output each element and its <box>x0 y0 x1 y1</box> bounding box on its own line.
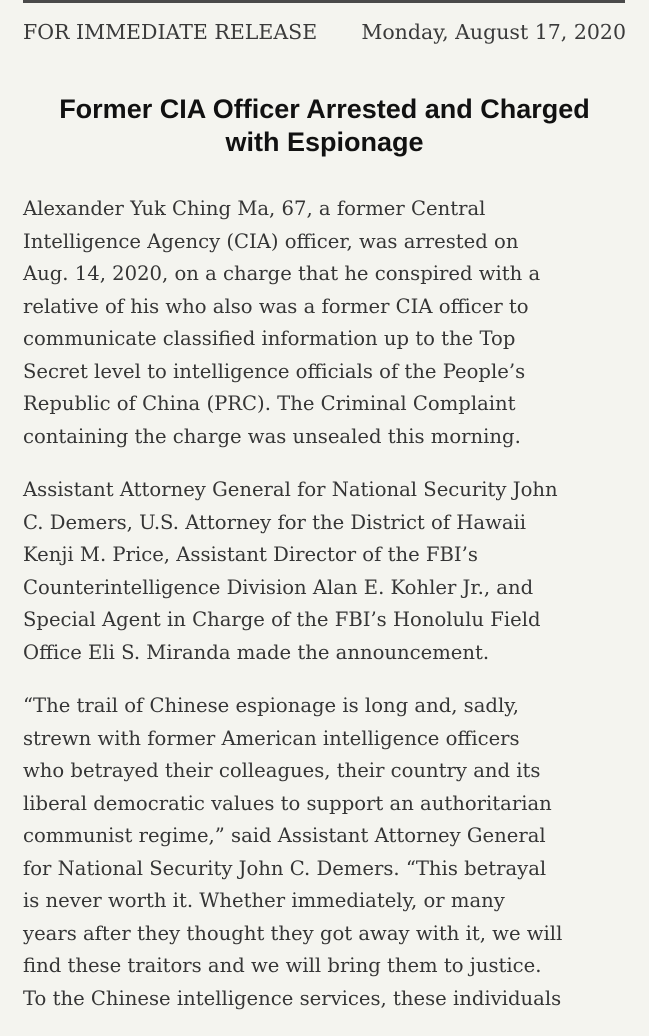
release-date: Monday, August 17, 2020 <box>361 20 626 44</box>
text-line: Counterintelligence Division Alan E. Kohler Jr., and <box>23 575 534 599</box>
article-headline <box>23 93 626 159</box>
text-line: find these traitors and we will bring them to justice. <box>23 954 542 977</box>
article-body <box>23 193 626 1036</box>
text-line: who betrayed their colleagues, their country and its <box>23 759 541 782</box>
text-line: Assistant Attorney General for National Security John <box>23 478 558 501</box>
release-label: FOR IMMEDIATE RELEASE <box>23 20 318 44</box>
text-line: “The trail of Chinese espionage is long and, sadly, <box>23 694 519 717</box>
text-line: To the Chinese intelligence services, these individuals <box>23 986 562 1010</box>
text-line: Office Eli S. Miranda made the announcement. <box>23 640 490 664</box>
text-line: containing the charge was unsealed this morning. <box>23 424 521 448</box>
text-line: Kenji M. Price, Assistant Director of the FBI’s <box>23 543 478 566</box>
release-header <box>23 15 626 49</box>
text-line: Aug. 14, 2020, on a charge that he conspired with a <box>23 262 541 285</box>
top-divider <box>23 0 625 3</box>
text-line: years after they thought they got away with it, we will <box>23 921 563 945</box>
headline-line-1: Former CIA Officer Arrested and Charged <box>59 94 590 124</box>
text-line: strewn with former American intelligence officers <box>23 726 520 750</box>
text-line: liberal democratic values to support an authoritarian <box>23 791 552 815</box>
text-line: Alexander Yuk Ching Ma, 67, a former Central <box>23 197 486 220</box>
text-line: relative of his who also was a former CIA officer to <box>23 294 529 318</box>
text-line: for National Security John C. Demers. “This betrayal <box>23 856 547 880</box>
text-line: Secret level to intelligence officials of the People’s <box>23 359 526 383</box>
headline-line-2: with Espionage <box>225 127 424 157</box>
text-line: Intelligence Agency (CIA) officer, was arrested on <box>23 229 519 253</box>
text-line: communicate classified information up to the Top <box>23 327 516 350</box>
text-line: communist regime,” said Assistant Attorney General <box>23 824 546 847</box>
article-paragraph <box>23 690 626 1015</box>
text-line: Special Agent in Charge of the FBI’s Honolulu Field <box>23 608 541 631</box>
article-paragraph <box>23 193 626 453</box>
text-line: Republic of China (PRC). The Criminal Complaint <box>23 392 516 415</box>
text-line: C. Demers, U.S. Attorney for the District of Hawaii <box>23 510 527 534</box>
article-paragraph <box>23 474 626 669</box>
text-line: is never worth it. Whether immediately, or many <box>23 889 505 912</box>
